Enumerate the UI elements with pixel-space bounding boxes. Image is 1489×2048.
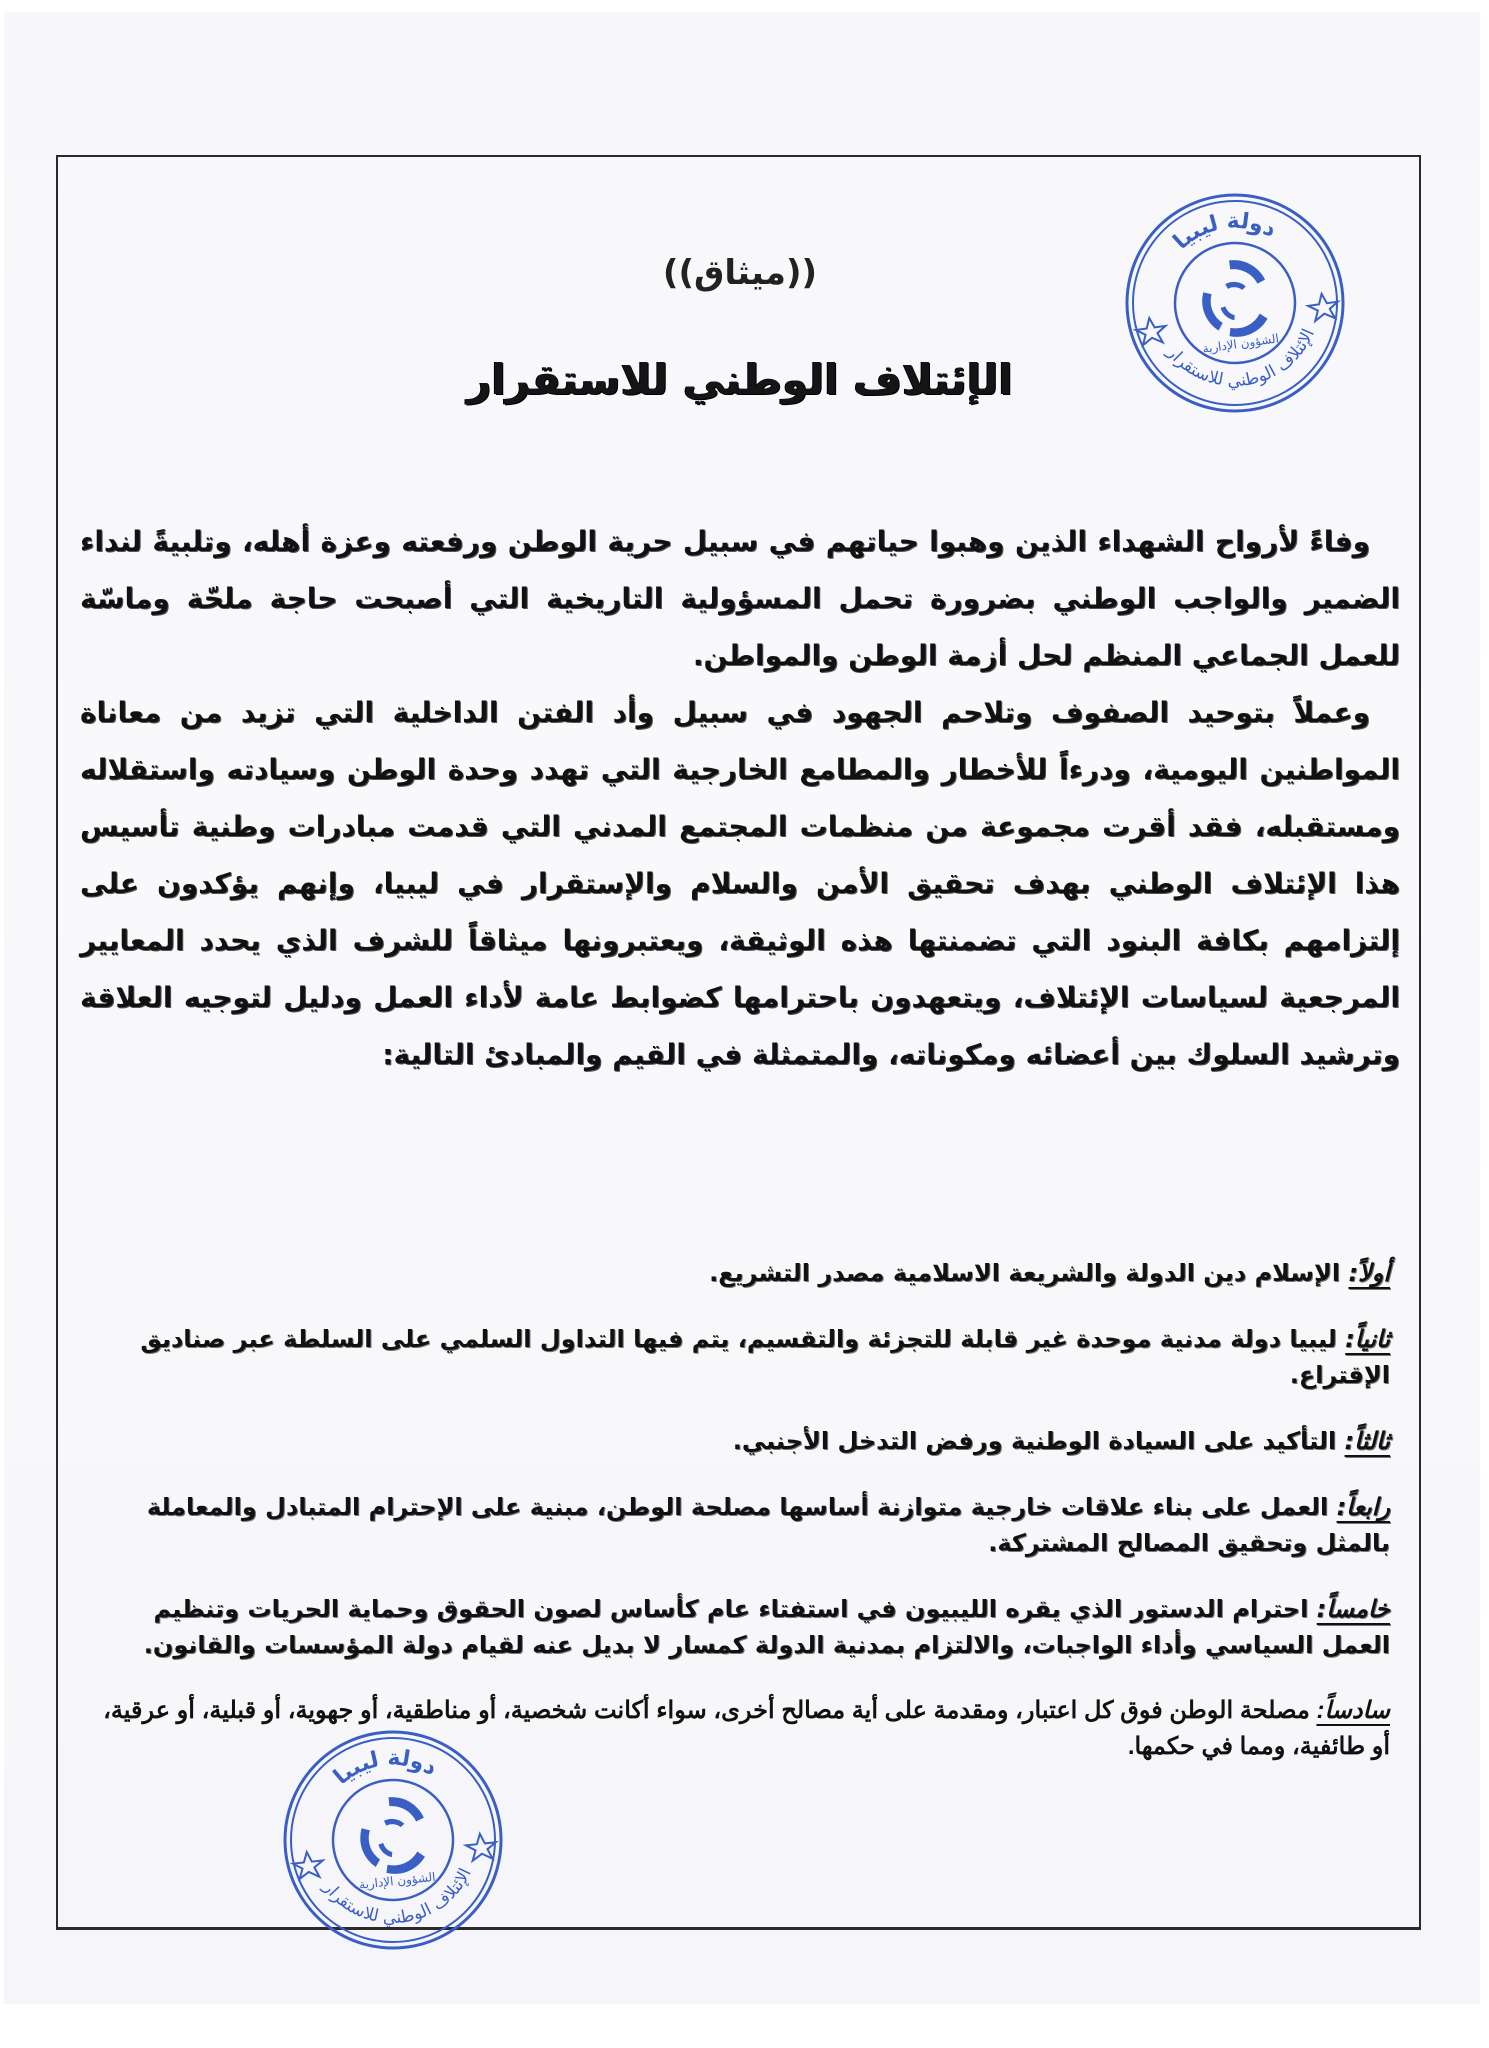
principle-item: [80, 1423, 1400, 1459]
principle-text: احترام الدستور الذي يقره الليبيون في استفتاء عام كأساس لصون الحقوق وحماية الحريات وتنظيم العمل السياسي وأداء الواجبات، والالتزام بمدنية الدولة كمسار لا بديل عنه لقيام دولة المؤسسات والقانون.: [143, 1595, 1390, 1659]
document-label: ((ميثاق)): [662, 253, 818, 293]
stamp-emblem-icon: [1197, 256, 1273, 341]
principle-text: مصلحة الوطن فوق كل اعتبار، ومقدمة على أية مصالح أخرى، سواء أكانت شخصية، أو مناطقية، أو جهوية، أو قبلية، أو عرقية، أو طائفية، ومما في حكمها.: [103, 1697, 1390, 1760]
stamp-ring-text: الإئتلاف الوطني للاستقرار: [319, 1865, 476, 1929]
svg-text:دولة ليبيا: [1166, 202, 1283, 257]
principle-ordinal: سادساً:: [1316, 1697, 1390, 1724]
principle-item: [80, 1489, 1400, 1561]
preamble-paragraph: وعملاً بتوحيد الصفوف وتلاحم الجهود في سبيل وأد الفتن الداخلية التي تزيد من معاناة المواطنين اليومية، ودرءاً للأخطار والمطامع الخارجية التي تهدد وحدة الوطن وسيادته واستقلاله ومستقبله، فقد أقرت مجموعة من منظمات المجتمع المدني التي قدمت مبادرات وطنية تأسيس هذا الإئتلاف الوطني بهدف تحقيق الأمن والسلام والإستقرار في ليبيا، وإنهم يؤكدون على إلتزامهم بكافة البنود التي تضمنتها هذه الوثيقة، ويعتبرونها ميثاقاً للشرف الذي يحدد المعايير المرجعية لسياسات الإئتلاف، ويتعهدون باحترامها كضوابط عامة لأداء العمل ودليل لتوجيه العلاقة وترشيد السلوك بين أعضائه ومكوناته، والمتمثلة في القيم والمبادئ التالية:: [80, 696, 1400, 1071]
document-title: الإئتلاف الوطني للاستقرار: [467, 355, 1013, 404]
preamble-paragraph: وفاءً لأرواح الشهداء الذين وهبوا حياتهم في سبيل حرية الوطن ورفعته وعزة أهله، وتلبيةً لنداء الضمير والواجب الوطني بضرورة تحمل المسؤولية التاريخية التي أصبحت حاجة ملحّة وماسّة للعمل الجماعي المنظم لحل أزمة الوطن والمواطن.: [80, 525, 1400, 672]
principle-text: ليبيا دولة مدنية موحدة غير قابلة للتجزئة والتقسيم، يتم فيها التداول السلمي على السلطة عبر صناديق الإقتراع.: [140, 1325, 1390, 1389]
principle-ordinal: أولاً:: [1348, 1259, 1390, 1287]
stamp-top-text: دولة ليبيا: [329, 1745, 441, 1790]
principle-item: [80, 1255, 1400, 1291]
principle-ordinal: ثالثاً:: [1344, 1427, 1390, 1455]
official-stamp-top: [1105, 173, 1365, 433]
stamp-emblem-icon: [356, 1794, 429, 1878]
svg-text:دولة ليبيا: [327, 1741, 443, 1792]
principle-ordinal: رابعاً:: [1336, 1493, 1390, 1521]
principle-text: التأكيد على السيادة الوطنية ورفض التدخل الأجنبي.: [732, 1427, 1345, 1455]
principle-text: الإسلام دين الدولة والشريعة الاسلامية مصدر التشريع.: [709, 1259, 1349, 1287]
principle-item: [80, 1321, 1400, 1393]
principles-list: [80, 1255, 1400, 1795]
principle-ordinal: ثانياً:: [1345, 1325, 1390, 1353]
stamp-top-text: دولة ليبيا: [1168, 208, 1280, 255]
principle-item: [80, 1591, 1400, 1663]
stamp-center-text: الشؤون الإدارية: [358, 1869, 437, 1892]
stamp-ring-text: الإئتلاف الوطني للاستقرار: [1162, 326, 1319, 391]
principle-text: العمل على بناء علاقات خارجية متوازنة أساسها مصلحة الوطن، مبنية على الإحترام المتبادل والمعاملة بالمثل وتحقيق المصالح المشتركة.: [146, 1493, 1390, 1557]
preamble: [80, 513, 1400, 1083]
stamp-center-text: الشؤون الإدارية: [1201, 331, 1280, 356]
principle-ordinal: خامساً:: [1316, 1595, 1390, 1623]
official-stamp-bottom: [267, 1714, 520, 1967]
